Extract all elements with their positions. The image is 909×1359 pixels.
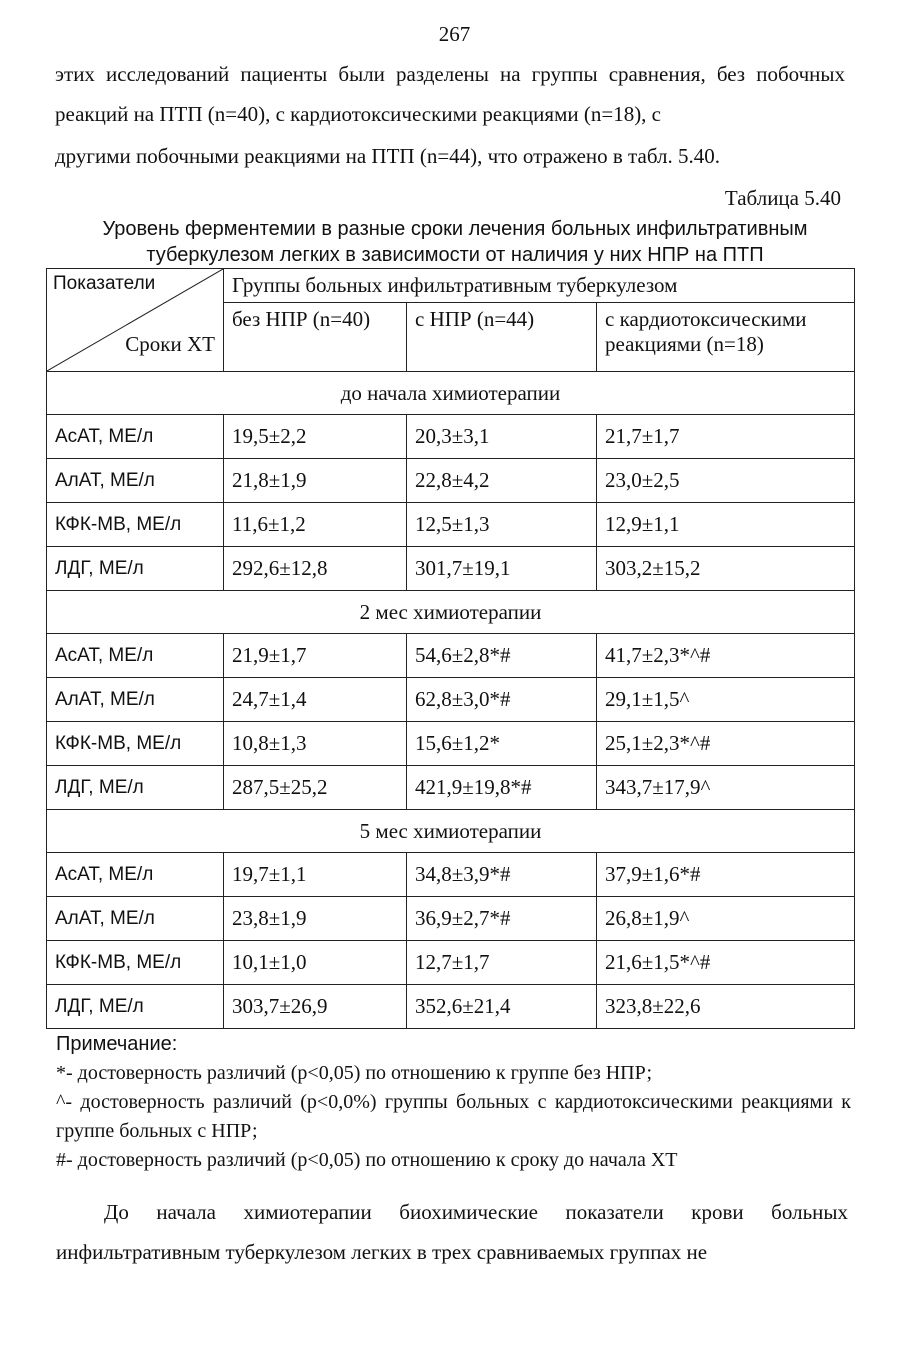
header-col-cardiotoxic: с кардиотоксическими реакциями (n=18) xyxy=(597,303,855,372)
indicator-label: АсАТ, МЕ/л xyxy=(47,634,224,678)
header-col-adr: с НПР (n=44) xyxy=(407,303,597,372)
value-cell: 21,6±1,5*^# xyxy=(597,941,855,985)
indicator-label: АсАТ, МЕ/л xyxy=(47,415,224,459)
indicator-label: ЛДГ, МЕ/л xyxy=(47,547,224,591)
value-cell: 11,6±1,2 xyxy=(224,503,407,547)
period-heading: 2 мес химиотерапии xyxy=(47,591,855,634)
note-caret: ^- достоверность различий (p<0,0%) группы больных с кардиотоксическими реакциями к группе больных с НПР; xyxy=(56,1091,851,1142)
note-asterisk: *- достоверность различий (p<0,05) по отношению к группе без НПР; xyxy=(56,1062,653,1084)
page-number: 267 xyxy=(438,22,471,46)
table-row xyxy=(47,985,855,1029)
value-cell: 421,9±19,8*# xyxy=(407,766,597,810)
indicator-label: ЛДГ, МЕ/л xyxy=(47,985,224,1029)
value-cell: 352,6±21,4 xyxy=(407,985,597,1029)
table-row xyxy=(47,547,855,591)
value-cell: 287,5±25,2 xyxy=(224,766,407,810)
value-cell: 19,5±2,2 xyxy=(224,415,407,459)
intro-paragraph: этих исследований пациенты были разделены на группы сравнения, без побочных реакций на ПТП (n=40), с кардиотоксическими реакциями (n=18), с xyxy=(55,62,845,126)
enzyme-table xyxy=(46,268,855,1029)
header-corner-cell xyxy=(47,269,224,372)
indicator-label: КФК-МВ, МЕ/л xyxy=(47,722,224,766)
header-terms-label: Сроки ХТ xyxy=(125,332,215,356)
value-cell: 22,8±4,2 xyxy=(407,459,597,503)
header-indicators-label: Показатели xyxy=(53,273,156,294)
value-cell: 24,7±1,4 xyxy=(224,678,407,722)
table-notes xyxy=(56,1030,851,1175)
value-cell: 21,8±1,9 xyxy=(224,459,407,503)
value-cell: 36,9±2,7*# xyxy=(407,897,597,941)
period-heading: 5 мес химиотерапии xyxy=(47,810,855,853)
intro-paragraph-last-line: другими побочными реакциями на ПТП (n=44), что отражено в табл. 5.40. xyxy=(55,144,720,168)
value-cell: 29,1±1,5^ xyxy=(597,678,855,722)
value-cell: 10,8±1,3 xyxy=(224,722,407,766)
table-row xyxy=(47,503,855,547)
table-row xyxy=(47,941,855,985)
value-cell: 20,3±3,1 xyxy=(407,415,597,459)
table-caption: Уровень ферментемии в разные сроки лечения больных инфильтративным туберкулезом легких в зависимости от наличия у них НПР на ПТП xyxy=(102,218,808,266)
value-cell: 12,9±1,1 xyxy=(597,503,855,547)
value-cell: 25,1±2,3*^# xyxy=(597,722,855,766)
value-cell: 62,8±3,0*# xyxy=(407,678,597,722)
table-number: Таблица 5.40 xyxy=(724,186,841,210)
value-cell: 26,8±1,9^ xyxy=(597,897,855,941)
indicator-label: АлАТ, МЕ/л xyxy=(47,678,224,722)
value-cell: 301,7±19,1 xyxy=(407,547,597,591)
value-cell: 23,8±1,9 xyxy=(224,897,407,941)
indicator-label: АлАТ, МЕ/л xyxy=(47,897,224,941)
value-cell: 12,5±1,3 xyxy=(407,503,597,547)
value-cell: 19,7±1,1 xyxy=(224,853,407,897)
indicator-label: КФК-МВ, МЕ/л xyxy=(47,503,224,547)
value-cell: 12,7±1,7 xyxy=(407,941,597,985)
period-heading: до начала химиотерапии xyxy=(47,372,855,415)
value-cell: 41,7±2,3*^# xyxy=(597,634,855,678)
value-cell: 15,6±1,2* xyxy=(407,722,597,766)
table-row xyxy=(47,634,855,678)
value-cell: 323,8±22,6 xyxy=(597,985,855,1029)
table-row xyxy=(47,459,855,503)
value-cell: 10,1±1,0 xyxy=(224,941,407,985)
indicator-label: АлАТ, МЕ/л xyxy=(47,459,224,503)
header-groups-title: Группы больных инфильтративным туберкулезом xyxy=(224,269,855,303)
note-hash: #- достоверность различий (p<0,05) по отношению к сроку до начала ХТ xyxy=(56,1149,678,1171)
value-cell: 343,7±17,9^ xyxy=(597,766,855,810)
table-row xyxy=(47,897,855,941)
conclusion-paragraph: До начала химиотерапии биохимические показатели крови больных инфильтративным туберкулезом легких в трех сравниваемых группах не xyxy=(56,1200,848,1264)
value-cell: 37,9±1,6*# xyxy=(597,853,855,897)
table-row xyxy=(47,415,855,459)
header-col-no-adr: без НПР (n=40) xyxy=(224,303,407,372)
indicator-label: ЛДГ, МЕ/л xyxy=(47,766,224,810)
value-cell: 303,7±26,9 xyxy=(224,985,407,1029)
value-cell: 34,8±3,9*# xyxy=(407,853,597,897)
table-row xyxy=(47,678,855,722)
value-cell: 21,9±1,7 xyxy=(224,634,407,678)
table-row xyxy=(47,766,855,810)
notes-title: Примечание: xyxy=(56,1033,178,1055)
indicator-label: КФК-МВ, МЕ/л xyxy=(47,941,224,985)
value-cell: 292,6±12,8 xyxy=(224,547,407,591)
value-cell: 303,2±15,2 xyxy=(597,547,855,591)
value-cell: 21,7±1,7 xyxy=(597,415,855,459)
value-cell: 54,6±2,8*# xyxy=(407,634,597,678)
table-row xyxy=(47,722,855,766)
table-row xyxy=(47,853,855,897)
value-cell: 23,0±2,5 xyxy=(597,459,855,503)
indicator-label: АсАТ, МЕ/л xyxy=(47,853,224,897)
